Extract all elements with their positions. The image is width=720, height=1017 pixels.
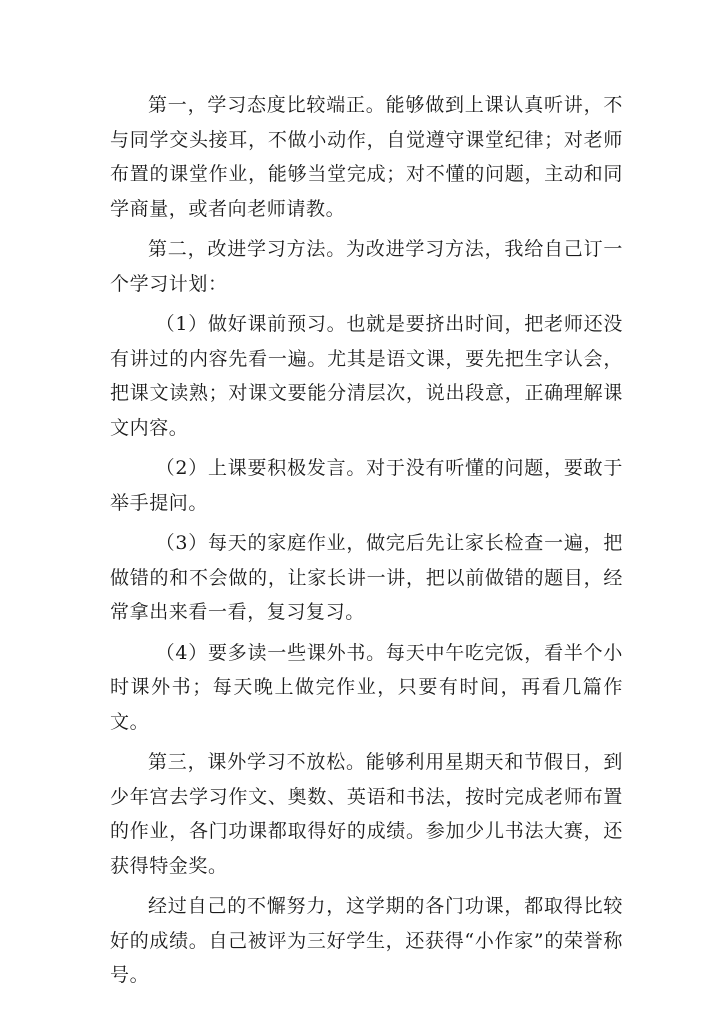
paragraph-plan-item-1: （1）做好课前预习。也就是要挤出时间，把老师还没有讲过的内容先看一遍。尤其是语文课，要先把生字认会，把课文读熟；对课文要能分清层次，说出段意，正确理解课文内容。 bbox=[110, 313, 623, 439]
paragraph-third-point: 第三，课外学习不放松。能够利用星期天和节假日，到少年宫去学习作文、奥数、英语和书法，按时完成老师布置的作业，各门功课都取得好的成绩。参加少儿书法大赛，还获得特金奖。 bbox=[110, 751, 623, 877]
document-page bbox=[110, 88, 623, 993]
paragraph-plan-item-4: （4）要多读一些课外书。每天中午吃完饭，看半个小时课外书；每天晚上做完作业，只要有时间，再看几篇作文。 bbox=[110, 641, 623, 733]
paragraph-first-point: 第一，学习态度比较端正。能够做到上课认真听讲，不与同学交头接耳，不做小动作，自觉遵守课堂纪律；对老师布置的课堂作业，能够当堂完成；对不懂的问题，主动和同学商量，或者向老师请教。 bbox=[110, 94, 623, 220]
paragraph-plan-item-2: （2）上课要积极发言。对于没有听懂的问题，要敢于举手提问。 bbox=[110, 457, 623, 514]
paragraph-conclusion: 经过自己的不懈努力，这学期的各门功课，都取得比较好的成绩。自己被评为三好学生，还获得“小作家”的荣誉称号。 bbox=[110, 895, 623, 986]
paragraph-second-point: 第二，改进学习方法。为改进学习方法，我给自己订一个学习计划： bbox=[110, 238, 623, 295]
paragraph-plan-item-3: （3）每天的家庭作业，做完后先让家长检查一遍，把做错的和不会做的，让家长讲一讲，把以前做错的题目，经常拿出来看一看，复习复习。 bbox=[110, 532, 623, 623]
